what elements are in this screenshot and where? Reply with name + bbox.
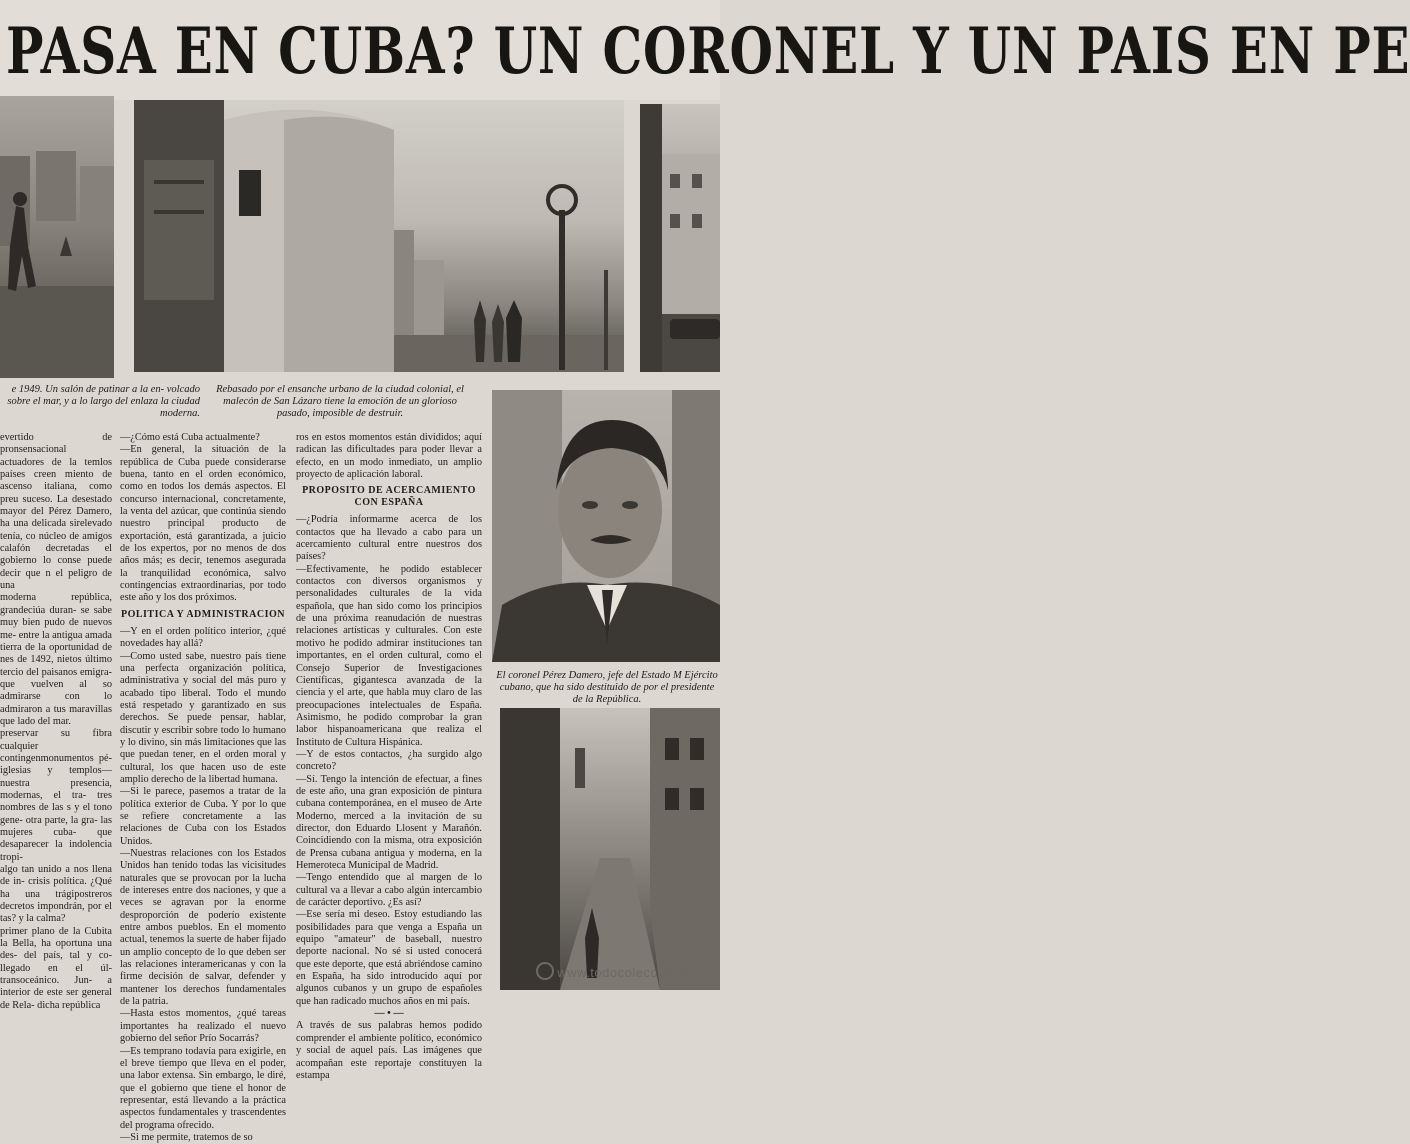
interview-answer: —Ese sería mi deseo. Estoy estudiando las posibilidades para que venga a España un equipo "amateur" de baseball, nuestro deporte nacional. No sé si usted conocerá que este deporte, que está abriéndose camino en España, ha sido introducido aquí por algunos cubanos y un grupo de españoles que han radicado muchos años en mi país. xyxy=(296,909,482,1007)
caption-portrait: El coronel Pérez Damero, jefe del Estado M Ejército cubano, que ha sido destituido de por el presidente de la República. xyxy=(496,670,718,705)
interview-question: —Si le parece, pasemos a tratar de la política exterior de Cuba. Y por lo que se refiere concretamente a las relaciones de Cuba con los Estados Unidos. xyxy=(120,786,286,847)
watermark-text: www.todocoleccion.net xyxy=(557,965,700,980)
interview-answer: ros en estos momentos están divididos; aquí radican las dificultades para poder llevar a efecto, en un modo inmediato, un amplio proyecto de aplicación laboral. xyxy=(296,432,482,481)
photo-havana-street-art xyxy=(500,708,720,990)
article-conclusion: A través de sus palabras hemos podido comprender el ambiente político, económico y social de aquel país. Las imágenes que acompañan este reportaje constituyen la estampa xyxy=(296,1020,482,1081)
article-paragraph: moderna república, grandeciúa duran- se sabe muy bien pudo de nuevos me- entre la antigua amada tierra de la oportunidad de nes de 1492, nietos último tercio del paisanos emigra- que vuelven al so admirarse con lo admiraron a tus maravillas que lado del mar. xyxy=(0,592,112,727)
photo-buildings-art xyxy=(640,104,720,372)
watermark-logo-icon xyxy=(536,962,554,980)
interview-question: —Tengo entendido que al margen de lo cultural va a llevar a cabo algún intercambio de carácter deportivo. ¿Es así? xyxy=(296,872,482,909)
interview-answer: —Nuestras relaciones con los Estados Unidos han tenido todas las vicisitudes naturales que se provocan por la lucha de intereses entre dos naciones, y que a veces se agravan por la enorme desproporción de poderío existente entre ambos pueblos. En el momento actual, tenemos la suerte de haber fijado un amplio concepto de lo que deben ser las relaciones interamericanas y con la firme decisión de salvar, defender y mantener los derechos fundamentales de la patria. xyxy=(120,848,286,1008)
article-paragraph: algo tan unido a nos llena de in- crisis política. ¿Qué ha una trágipostreros decretos impondrán, por el tas? y la calma? xyxy=(0,864,112,925)
photo-portrait-perez-damero xyxy=(492,390,720,662)
interview-question: —¿Podría informarme acerca de los contactos que ha llevado a cabo para un acercamiento cultural entre nuestros dos países? xyxy=(296,514,482,563)
section-separator: — • — xyxy=(374,1008,404,1020)
section-heading-acercamiento: PROPOSITO DE ACERCAMIENTO CON ESPAÑA xyxy=(302,485,476,509)
article-column-1 xyxy=(0,432,112,1011)
interview-answer: —En general, la situación de la república de Cuba puede considerarse buena, tanto en el orden económico, como en todos los demás aspectos. El concurso internacional, concretamente, la venta del azúcar, que continúa siendo nuestro principal producto de exportación, está garantizada, a juicio de los expertos, por no menos de dos años más; es decir, tenemos asegurada la tranquilidad económica, salvo contingencias extraordinarias, por todo este año y los dos próximos. xyxy=(120,444,286,604)
headline-text: PASA EN CUBA? UN CORONEL Y UN PAIS EN PE xyxy=(6,14,1410,89)
article-paragraph: evertido de pronsensacional actuadores de la temlos países creen miento de ascenso italiana, como preu suceso. La desestado mayor del Pérez Damero, ha una delicada sirelevado tenía, co núcleo de amigos calafón decretadas el gobierno lo conse puede decir que n el peligro de una xyxy=(0,432,112,592)
photo-malecon-tower xyxy=(134,100,624,372)
article-column-3 xyxy=(296,432,482,1081)
interview-question: —Si me permite, tratemos de so xyxy=(120,1131,253,1143)
article-column-2 xyxy=(120,432,286,1143)
photo-buildings xyxy=(640,104,720,372)
section-heading-politica: POLITICA Y ADMINISTRACION xyxy=(120,608,285,620)
article-paragraph: primer plano de la Cubita la Bella, ha oportuna una des- del país, tal y co- llegado en el úl- transoceánico. Jun- a interior de este ser general de Rela- dicha república xyxy=(0,925,112,1011)
photo-portrait-art xyxy=(492,390,720,662)
interview-answer: —Sí. Tengo la intención de efectuar, a fines de este año, una gran exposición de pintura cubana contemporánea, en el museo de Arte Moderno, merced a la invitación de su director, don Eduardo Llosent y Marañón. Coincidiendo con la misma, otra exposición de Prensa cubana antigua y moderna, en la Hemeroteca Municipal de Madrid. xyxy=(296,773,482,871)
interview-question: —¿Cómo está Cuba actualmente? xyxy=(120,432,260,443)
interview-question: —Hasta estos momentos, ¿qué tareas importantes ha realizado el nuevo gobierno del señor Prío Socarrás? xyxy=(120,1008,286,1045)
article-paragraph: preservar su fibra cualquier contingenmonumentos pé- iglesias y templos— nuestra presencia, modernas, el tra- tres nombres de las s y el tono gene- otra parte, la gra- las mujeres cuba- que desaparecer la indolencia tropi- xyxy=(0,728,112,863)
interview-answer: —Efectivamente, he podido establecer contactos con diversos organismos y personalidades culturales de la vida española, que han sido como los principios de una próxima reanudación de nuestras relaciones artísticas y culturales. Con este motivo he podido admirar instituciones tan importantes, en el orden cultural, como el Consejo Superior de Investigaciones Científicas, gigantesca avanzada de la ciencia y el arte, que habla muy claro de las preocupaciones intelectuales de España. Asimismo, he podido comprobar la gran labor hispanoamericana que realiza el Instituto de Cultura Hispánica. xyxy=(296,563,482,748)
photo-malecon-tower-art xyxy=(134,100,624,372)
photo-seafront-skating-art xyxy=(0,96,114,378)
photo-seafront-skating xyxy=(0,96,114,378)
headline-banner xyxy=(0,0,1410,100)
caption-malecon-tower: Rebasado por el ensanche urbano de la ciudad colonial, el malecón de San Lázaro tiene la emoción de un glorioso pasado, imposible de destruir. xyxy=(216,384,464,419)
interview-question: —Y de estos contactos, ¿ha surgido algo concreto? xyxy=(296,748,482,773)
interview-question: —Y en el orden político interior, ¿qué novedades hay allá? xyxy=(120,625,286,650)
interview-answer: —Como usted sabe, nuestro país tiene una perfecta organización política, administrativa y social del más puro y acabado tipo liberal. Todo el mundo está respetado y garantizado en sus derechos. Se puede pensar, hablar, discutir y escribir sobre todo lo humano y lo divino, sin más limitaciones que las que puedan tener, en el orden moral y cultural, los que hacen uso de este amplio derecho de la libertad humana. xyxy=(120,650,286,785)
caption-seafront-skating: e 1949. Un salón de patinar a la en- volcado sobre el mar, y a lo largo del enlaza la ciudad moderna. xyxy=(7,384,200,419)
photo-havana-street xyxy=(500,708,720,990)
interview-answer: —Es temprano todavía para exigirle, en el breve tiempo que lleva en el poder, una labor extensa. Sin embargo, le diré, que el gobierno que tiene el honor de representar, está llevando a la práctica aspectos fundamentales y trascendentes del programa ofrecido. xyxy=(120,1045,286,1131)
watermark xyxy=(536,962,700,980)
